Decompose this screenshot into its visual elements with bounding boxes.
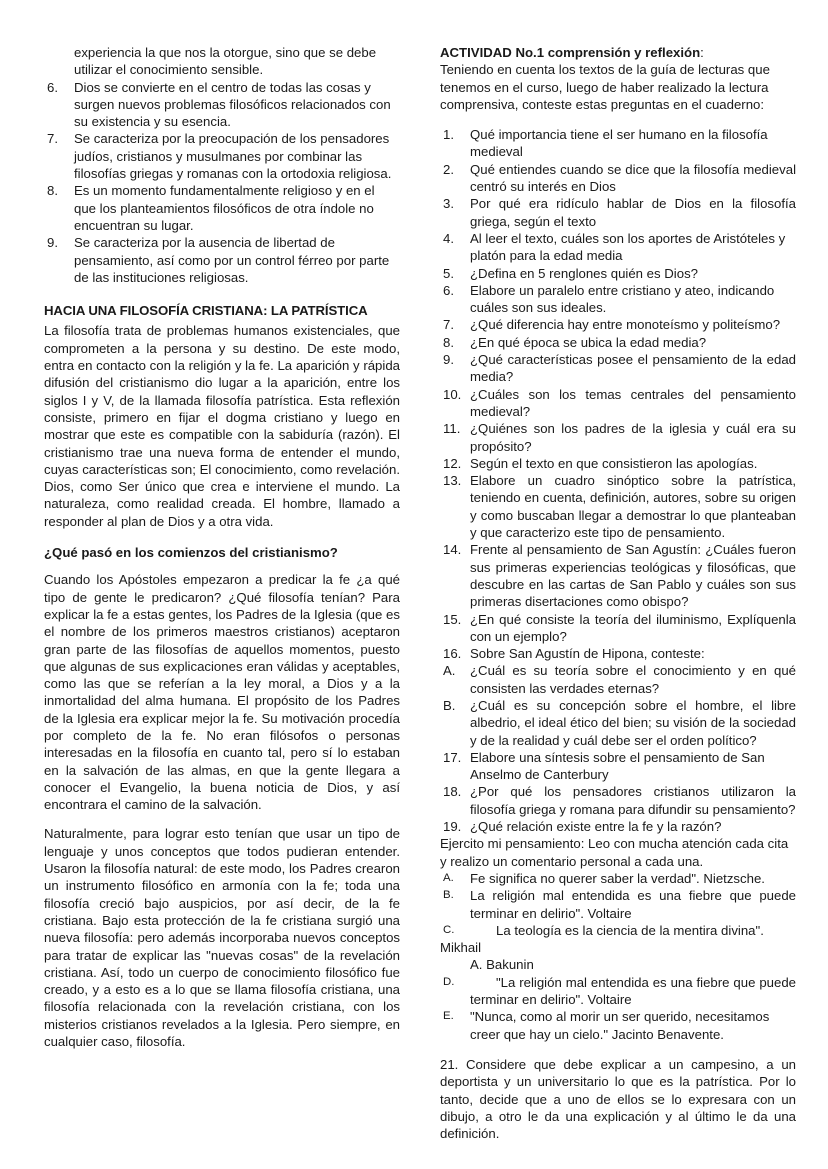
question-item — [440, 316, 796, 333]
list-item-text: Se caracteriza por la preocupación de los pensadores judíos, cristianos y musulmanes por combinar las filosofías griegas y romanas con la ortodoxia religiosa. — [74, 131, 392, 182]
question-text: ¿Cuál es su concepción sobre el hombre, el libre albedrio, el ideal ético del bien; su visión de la sociedad y de la realidad y cuál debe ser el orden político? — [470, 697, 796, 748]
question-item — [440, 420, 796, 455]
list-item-text: Dios se convierte en el centro de todas las cosas y surgen nuevos problemas filosóficos relacionados con su existencia y su esencia. — [74, 79, 391, 130]
list-item — [44, 234, 400, 286]
question-item — [440, 818, 796, 835]
quote-marker: E. — [443, 1010, 454, 1023]
list-item-text: Se caracteriza por la ausencia de libertad de pensamiento, así como por un control férreo por parte de las instituciones religiosas. — [74, 235, 390, 285]
question-marker: 16. — [443, 646, 462, 662]
question-item — [440, 455, 796, 472]
question-item — [440, 472, 796, 541]
question-item — [440, 611, 796, 646]
list-item — [44, 182, 400, 234]
quote-item — [440, 870, 796, 887]
question-marker: 5. — [443, 265, 454, 281]
list-item — [44, 130, 400, 182]
question-text: ¿Qué características posee el pensamiento de la edad media? — [470, 352, 796, 385]
quote-text: "Nunca, como al morir un ser querido, necesitamos creer que hay un cielo." Jacinto Benavente. — [470, 1009, 770, 1042]
question-text: Qué entiendes cuando se dice que la filosofía medieval centró su interés en Dios — [470, 161, 796, 195]
question-text: Por qué era ridículo hablar de Dios en la filosofía griega, según el texto — [470, 196, 796, 229]
quote-author-tail: Mikhail — [440, 940, 482, 956]
question-marker: 2. — [443, 161, 454, 177]
question-text: ¿En qué consiste la teoría del iluminismo, Explíquenla con un ejemplo? — [470, 611, 796, 644]
paragraph-apostoles: Cuando los Apóstoles empezaron a predicar la fe ¿a qué tipo de gente le predicaron? ¿Qué filosofía tenían? Para explicar la fe a estas gentes, los Padres de la Iglesia (que es el nombre de los primeros maestros cristianos) aceptaron gran parte de las filosofías de aquellos momentos, puesto que algunas de sus explicaciones eran válidas y aceptables, como las que se referían a la ley moral, a Dios y a la inmortalidad del alma humana. El propósito de los Padres de la Iglesia era explicar mejor la fe. Su motivación procedía por completo de la fe. No eran filósofos o personas interesadas en la filosofía en cuanto tal, pero sí lo estaban en la salvación de las almas, en que la gente llegara a conocer el Evangelio, la buena noticia de Dios, y así encontrara el camino de la salvación. — [44, 572, 400, 813]
question-marker: 6. — [443, 282, 454, 298]
question-item — [440, 541, 796, 610]
question-marker: 19. — [443, 819, 462, 835]
question-marker: 7. — [443, 317, 454, 333]
question-marker: 3. — [443, 196, 454, 212]
question-item — [440, 265, 796, 282]
question-text: Al leer el texto, cuáles son los aportes de Aristóteles y platón para la edad media — [470, 230, 786, 264]
question-text: Frente al pensamiento de San Agustín: ¿Cuáles fueron sus primeras experiencias teológicas y filosóficas, que descubre en las cartas de San Pablo y cuáles son sus primeras disertaciones como obispo? — [470, 542, 796, 610]
question-text: Elabore un paralelo entre cristiano y ateo, indicando cuáles son sus ideales. — [470, 282, 775, 316]
question-text: ¿Defina en 5 renglones quién es Dios? — [470, 265, 698, 281]
list-marker: 7. — [47, 131, 58, 147]
list-marker: 9. — [47, 235, 58, 251]
question-item — [440, 334, 796, 351]
question-item — [440, 126, 796, 161]
quote-text: La religión mal entendida es una fiebre que puede terminar en delirio". Voltaire — [470, 888, 796, 921]
question-text: ¿Cuáles son los temas centrales del pensamiento medieval? — [470, 386, 796, 419]
question-item — [440, 645, 796, 662]
list-marker: 8. — [47, 183, 58, 199]
list-item — [44, 79, 400, 131]
quote-text: "La religión mal entendida es una fiebre que puede terminar en delirio". Voltaire — [470, 974, 796, 1008]
continued-list-item: experiencia la que nos la otorgue, sino que se debe utilizar el conocimiento sensible. — [74, 45, 377, 78]
paragraph-spacer — [440, 1043, 796, 1056]
question-text: Elabore una síntesis sobre el pensamiento de San Anselmo de Canterbury — [470, 749, 765, 783]
quote-item — [440, 922, 796, 974]
question-item — [440, 749, 796, 784]
question-item — [440, 230, 796, 265]
activity-title-text: ACTIVIDAD No.1 comprensión y reflexión — [440, 45, 701, 60]
paragraph-naturalmente: Naturalmente, para lograr esto tenían que usar un tipo de lenguaje y unos conceptos que todos pudieran entender. Usaron la filosofía natural: de este modo, los Padres crearon un instrumento filosófico en armonía con la fe; toda una filosofía creció bajo auspicios, por así decir, de la fe cristiana. Bajo esta protección de la fe cristiana surgió una nueva filosofía: pero además incorporaba nuevos conceptos para tratar de explicar las "nuevas cosas" de la revelación cristiana. Así, todo un cuerpo de conocimiento filosófico fue creado, y a esto es a lo que se llama filosofía cristiana, una filosofía relacionada con la revelación cristiana, con los misterios cristianos revelados a la Iglesia. Pero siempre, en cualquier caso, filosofía. — [44, 826, 400, 1050]
section-heading-patristica: HACIA UNA FILOSOFÍA CRISTIANA: LA PATRÍSTICA — [44, 303, 368, 319]
question-marker: 1. — [443, 127, 454, 143]
question-text: Qué importancia tiene el ser humano en la filosofía medieval — [470, 127, 768, 160]
list-marker: 6. — [47, 79, 58, 95]
quote-text: Fe significa no querer saber la verdad". Nietzsche. — [470, 870, 765, 886]
question-item — [440, 282, 796, 317]
question-text: ¿Qué relación existe entre la fe y la razón? — [470, 819, 722, 835]
questions-list — [440, 126, 796, 835]
activity-intro-block — [440, 44, 796, 113]
question-marker: 18. — [443, 784, 462, 800]
question-item — [440, 386, 796, 421]
question-text: ¿Cuál es su teoría sobre el conocimiento y en qué consisten las verdades eternas? — [470, 663, 796, 696]
question-21-text: 21. Considere que debe explicar a un campesino, a un deportista y un universitario lo que es la patrística. Por lo tanto, decide que a uno de ellos se lo expresara con un dibujo, a otro le da una explicación y al último le da una definición. — [440, 1056, 796, 1142]
question-item — [440, 195, 796, 230]
right-column — [440, 44, 796, 1142]
quote-marker: C. — [443, 923, 455, 936]
activity-intro-text: Teniendo en cuenta los textos de la guía de lecturas que tenemos en el curso, luego de haber realizado la lectura comprensiva, conteste estas preguntas en el cuaderno: — [440, 62, 770, 112]
question-text: ¿Quiénes son los padres de la iglesia y cuál era su propósito? — [470, 421, 796, 454]
quote-text: La teología es la ciencia de la mentira divina". — [496, 922, 764, 938]
left-column — [44, 44, 400, 1050]
quote-item — [440, 887, 796, 922]
list-item-text: Es un momento fundamentalmente religioso y en el que los planteamientos filosóficos de otra índole no encuentran su lugar. — [74, 183, 375, 233]
paragraph-patristica: La filosofía trata de problemas humanos existenciales, que comprometen a la persona y su destino. De este modo, entra en contacto con la religión y la fe. La aparición y rápida difusión del cristianismo dio lugar a la aparición, entre los siglos I y V, de la llamada filosofía patrística. Esta reflexión consiste, primero en fijar el dogma cristiano y luego en mostrar que este es compatible con la sabiduría (razón). El cristianismo trae una nueva forma de entender el mundo, cuyas características son; El conocimiento, como revelación. Dios, como Ser único que crea e interviene el mundo. La naturaleza, como realidad creada. El hombre, llamado a responder al plan de Dios y a otra vida. — [44, 323, 400, 529]
quote-marker: D. — [443, 975, 455, 988]
question-marker: 10. — [443, 386, 462, 402]
question-marker: 13. — [443, 473, 462, 489]
question-text: Según el texto en que consistieron las apologías. — [470, 455, 758, 471]
question-20-text: Ejercito mi pensamiento: Leo con mucha atención cada cita y realizo un comentario personal a cada una. — [440, 836, 789, 869]
question-marker: 8. — [443, 334, 454, 350]
quote-marker: A. — [443, 871, 454, 884]
question-text: Sobre San Agustín de Hipona, conteste: — [470, 646, 705, 662]
left-numbered-list — [44, 79, 400, 287]
question-marker: 11. — [443, 421, 461, 437]
question-text: ¿Qué diferencia hay entre monoteísmo y politeísmo? — [470, 317, 781, 333]
question-marker: 12. — [443, 455, 462, 471]
activity-title — [440, 44, 796, 61]
two-column-layout — [44, 44, 796, 1142]
question-marker: 4. — [443, 230, 454, 246]
question-text: ¿En qué época se ubica la edad media? — [470, 334, 707, 350]
question-item — [440, 783, 796, 818]
question-marker: B. — [443, 697, 456, 713]
quote-author-subline: A. Bakunin — [470, 957, 534, 973]
question-marker: 9. — [443, 352, 454, 368]
question-marker: 14. — [443, 542, 462, 558]
quotes-list — [440, 870, 796, 1043]
question-sub-item — [440, 697, 796, 749]
quote-item — [440, 1008, 796, 1043]
question-text: ¿Por qué los pensadores cristianos utilizaron la filosofía griega y romana para difundir su pensamiento? — [470, 784, 796, 817]
quote-marker: B. — [443, 889, 454, 902]
question-text: Elabore un cuadro sinóptico sobre la patrística, teniendo en cuenta, definición, autores, sobre su origen y como buscaban llegar a demostrar lo que planteaban y que caracterizo este tipo de pensamiento. — [470, 473, 796, 541]
activity-title-colon: : — [700, 45, 704, 60]
question-item — [440, 351, 796, 386]
quote-item — [440, 974, 796, 1009]
section-heading-comienzos: ¿Qué pasó en los comienzos del cristianismo? — [44, 545, 338, 561]
question-sub-item — [440, 662, 796, 697]
question-marker: A. — [443, 663, 456, 679]
question-marker: 15. — [443, 611, 462, 627]
question-marker: 17. — [443, 749, 462, 765]
question-item — [440, 161, 796, 196]
